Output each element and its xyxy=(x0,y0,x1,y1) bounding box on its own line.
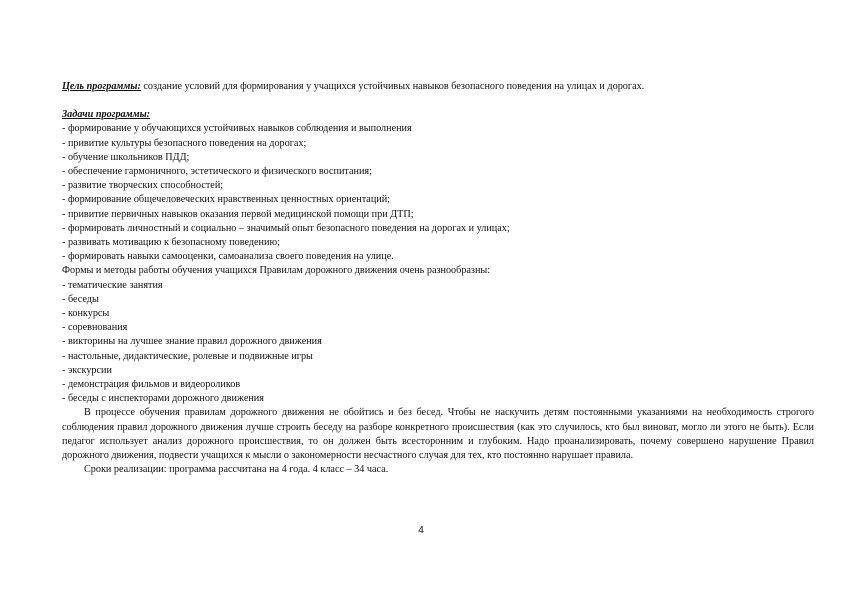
implementation-terms: Сроки реализации: программа рассчитана на 4 года. 4 класс – 34 часа. xyxy=(84,464,389,476)
tasks-heading xyxy=(62,108,814,122)
list-item: - тематические занятия xyxy=(62,279,163,291)
list-item: - беседы xyxy=(62,293,99,305)
list-item: - беседы с инспекторами дорожного движения xyxy=(62,393,264,405)
program-goal xyxy=(62,80,814,94)
list-item: - формировать навыки самооценки, самоанализа своего поведения на улице. xyxy=(62,251,394,263)
goal-text: создание условий для формирования у учащихся устойчивых навыков безопасного поведения на улицах и дорогах. xyxy=(140,81,645,92)
list-item: - демонстрация фильмов и видеороликов xyxy=(62,379,241,391)
list-item: - обеспечение гармоничного, эстетического и физического воспитания; xyxy=(62,166,372,178)
body-paragraph: В процессе обучения правилам дорожного движения не обойтись и без бесед. Чтобы не наскучить детям постоянными указаниями на необходимость строгого соблюдения правил дорожного движения лучше строить беседу на разборе конкретного происшествия (как это случилось, кто был виноват, могло ли этого не быть). Если педагог использует анализ дорожного происшествия, то он должен быть всесторонним и глубоким. Надо проанализировать, почему совершено нарушение Правил дорожного движения, подвести учащихся к мысли о закономерности несчастного случая для тех, кто постоянно нарушает правила. xyxy=(62,407,814,462)
list-item: - привитие первичных навыков оказания первой медицинской помощи при ДТП; xyxy=(62,208,414,220)
list-item: - развивать мотивацию к безопасному поведению; xyxy=(62,237,280,249)
list-item: - формирование у обучающихся устойчивых навыков соблюдения и выполнения xyxy=(62,123,412,135)
tasks-list xyxy=(62,122,814,264)
list-item: - экскурсии xyxy=(62,364,112,376)
tasks-label: Задачи программы: xyxy=(62,109,151,121)
list-item: - соревнования xyxy=(62,322,128,334)
document-page xyxy=(62,80,814,477)
list-item: - обучение школьников ПДД; xyxy=(62,151,190,163)
list-item: - формирование общечеловеческих нравственных ценностных ориентаций; xyxy=(62,194,391,206)
list-item: - развитие творческих способностей; xyxy=(62,180,224,192)
list-item: - конкурсы xyxy=(62,308,110,320)
list-item: - викторины на лучшее знание правил дорожного движения xyxy=(62,336,322,348)
methods-list xyxy=(62,279,814,407)
page-number: 4 xyxy=(418,525,424,536)
list-item: - формировать личностный и социально – значимый опыт безопасного поведения на дорогах и улицах; xyxy=(62,222,510,234)
list-item: - привитие культуры безопасного поведения на дорогах; xyxy=(62,137,307,149)
goal-label: Цель программы: xyxy=(62,81,141,92)
methods-intro: Формы и методы работы обучения учащихся Правилам дорожного движения очень разнообразны: xyxy=(62,265,491,277)
list-item: - настольные, дидактические, ролевые и подвижные игры xyxy=(62,350,313,362)
